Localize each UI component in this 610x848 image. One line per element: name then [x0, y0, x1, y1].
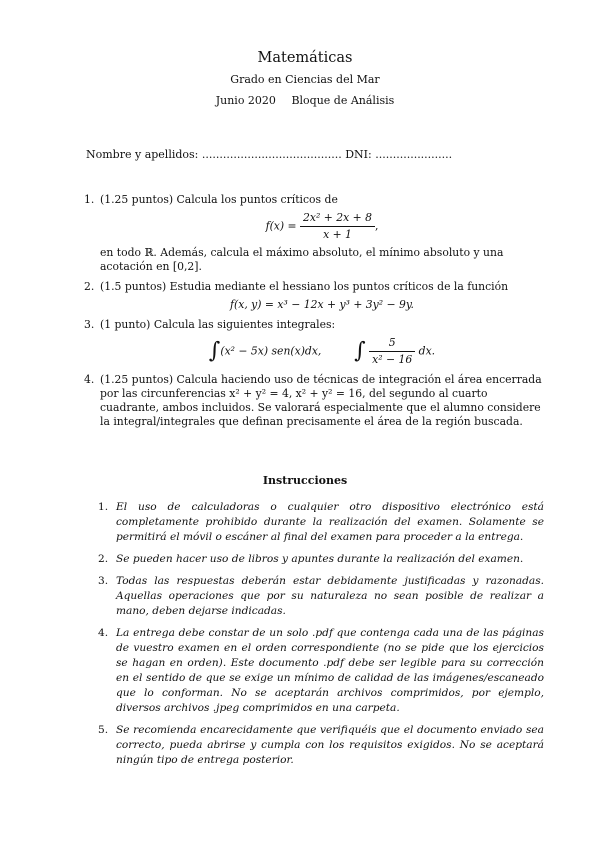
instruction-number: 5. [98, 724, 109, 736]
problem-number: 4. [84, 373, 95, 386]
instruction-item [98, 626, 544, 716]
formula-fraction [300, 211, 375, 242]
instruction-text: Todas las respuestas deberán estar debidamente justificadas y razonadas. Aquellas operaciones que por su naturaleza no sean posible de realizar a mano, deben dejarse indicadas. [116, 575, 544, 617]
instruction-number: 2. [98, 553, 109, 565]
problem-formula: f(x, y) = x³ − 12x + y³ + 3y² − 9y. [230, 298, 414, 311]
formula-lhs: f(x) = [265, 219, 297, 233]
instruction-item [98, 723, 544, 768]
instructions-list [98, 500, 544, 775]
instruction-text: El uso de calculadoras o cualquier otro dispositivo electrónico está completamente prohibido durante la realización del examen. Solamente se permitirá el móvil o escáner al final del examen para proceder a la entrega. [116, 501, 544, 543]
exam-block: Bloque de Análisis [291, 94, 395, 107]
fraction-denominator: x + 1 [323, 228, 352, 241]
instruction-text: La entrega debe constar de un solo .pdf que contenga cada una de las páginas de vuestro examen en el orden correspondiente (no se pide que los ejercicios se hagan en orden). Este documento .pdf debe ser legible para su corrección en el sentido de que se exige un mínimo de calidad de las imágenes/escaneado que lo conforman. No se aceptarán archivos comprimidos, por ejemplo, diversos archivos .jpeg comprimidos en una carpeta. [116, 627, 544, 714]
integral-two-fraction [369, 336, 415, 367]
problem-item [84, 280, 544, 312]
dni-dots: ...................... [371, 148, 453, 161]
problem-after: en todo ℝ. Además, calcula el máximo absoluto, el mínimo absoluto y una acotación en [0,2]. [100, 246, 504, 273]
instruction-number: 4. [98, 627, 109, 639]
formula-tail: , [374, 219, 379, 233]
fraction-numerator: 2x² + 2x + 8 [300, 211, 375, 227]
problem-item [84, 318, 544, 367]
degree-subtitle: Grado en Ciencias del Mar [230, 73, 380, 86]
problem-item [84, 193, 544, 274]
integral-one: (x² − 5x) sen(x)dx, [220, 344, 322, 358]
instruction-number: 1. [98, 501, 109, 513]
problem-list [84, 193, 544, 435]
page-title: Matemáticas [257, 50, 353, 66]
exam-date: Junio 2020 [215, 94, 276, 107]
integral-sign-icon: ∫ [208, 338, 221, 364]
problem-intro: (1.5 puntos) Estudia mediante el hessiano los puntos críticos de la función [100, 280, 509, 293]
problem-intro: (1 punto) Calcula las siguientes integrales: [100, 318, 336, 331]
dni-label: DNI: [345, 148, 372, 161]
problem-intro: (1.25 puntos) Calcula los puntos críticos de [100, 193, 338, 206]
student-info-line [86, 148, 541, 161]
name-dots: ........................................ [198, 148, 346, 161]
instructions-heading: Instrucciones [262, 474, 348, 487]
problem-integrals [100, 336, 544, 367]
instruction-item [98, 574, 544, 619]
integral-two-tail: dx. [418, 344, 436, 358]
instruction-item [98, 500, 544, 545]
instruction-number: 3. [98, 575, 109, 587]
fraction-denominator: x² − 16 [372, 353, 413, 366]
problem-formula [100, 211, 544, 242]
instruction-text: Se recomienda encarecidamente que verifiquéis que el documento enviado sea correcto, pueda abrirse y cumpla con los requisitos exigidos. No se aceptará ningún tipo de entrega posterior. [116, 724, 544, 766]
problem-number: 2. [84, 280, 95, 293]
problem-item [84, 373, 544, 429]
date-block-line [0, 94, 610, 107]
instruction-text: Se pueden hacer uso de libros y apuntes durante la realización del examen. [116, 553, 524, 565]
problem-number: 1. [84, 193, 95, 206]
instruction-item [98, 552, 544, 567]
integral-sign-icon: ∫ [354, 338, 366, 364]
fraction-numerator: 5 [369, 336, 415, 352]
problem-text: (1.25 puntos) Calcula haciendo uso de técnicas de integración el área encerrada por las circunferencias x² + y² = 4, x² + y² = 16, del segundo al cuarto cuadrante, ambos incluidos. Se valorará especialmente que el alumno considere la integral/integrales que definan precisamente el área de la región buscada. [100, 373, 542, 428]
problem-number: 3. [84, 318, 95, 331]
name-label: Nombre y apellidos: [86, 148, 199, 161]
